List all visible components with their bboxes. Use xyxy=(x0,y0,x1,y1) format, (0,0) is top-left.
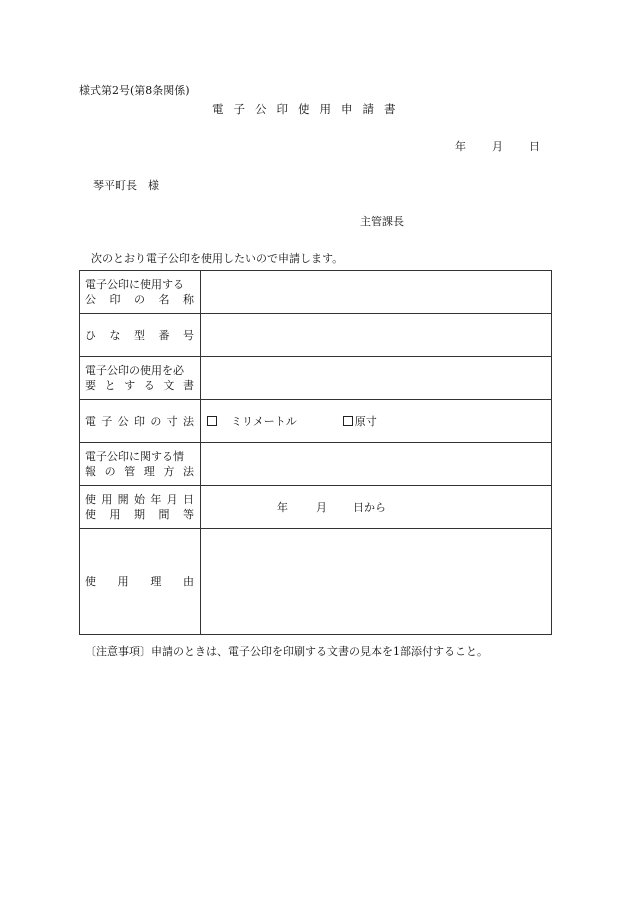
label-char: の xyxy=(104,465,116,478)
option-actual-size-label: 原寸 xyxy=(354,415,377,428)
table-row xyxy=(80,314,552,357)
label-line xyxy=(85,414,200,429)
label-seal-name xyxy=(80,271,201,314)
label-line xyxy=(85,492,200,507)
label-line: 電子公印の使用を必 xyxy=(85,364,184,377)
label-char: 間 xyxy=(158,508,170,521)
checkbox-millimeter[interactable] xyxy=(207,416,219,426)
date-day: 日 xyxy=(529,140,540,153)
label-char: 公 xyxy=(117,414,129,428)
table-row xyxy=(80,400,552,443)
label-char: 開 xyxy=(117,493,129,506)
label-char: 文 xyxy=(163,379,175,392)
label-line xyxy=(85,507,200,522)
label-line xyxy=(85,292,200,307)
label-char: 印 xyxy=(109,293,121,306)
table-row xyxy=(80,271,552,314)
label-char: 年 xyxy=(150,493,162,506)
label-char: ひ xyxy=(85,328,96,342)
input-template-number[interactable] xyxy=(201,314,552,357)
label-char: 公 xyxy=(85,293,96,306)
label-char: と xyxy=(104,379,116,392)
label-line: 電子公印に関する情 xyxy=(85,450,184,463)
label-char: 由 xyxy=(182,575,194,588)
label-char: 号 xyxy=(183,328,194,342)
date-month: 月 xyxy=(492,140,503,153)
form-number: 様式第2号(第8条関係) xyxy=(79,84,190,97)
label-char: 用 xyxy=(109,508,121,521)
label-char: 使 xyxy=(85,575,96,588)
label-char: 使 xyxy=(85,493,96,506)
checkbox-icon[interactable] xyxy=(343,416,353,426)
label-template-number xyxy=(80,314,201,357)
label-char: 名 xyxy=(158,293,170,306)
label-char: 子 xyxy=(101,414,113,428)
label-usage-reason xyxy=(80,529,201,635)
label-char: 電 xyxy=(85,414,96,428)
label-char: 称 xyxy=(183,293,194,306)
label-char: 報 xyxy=(85,465,96,478)
label-char: 印 xyxy=(133,414,145,428)
period-year: 年 xyxy=(277,501,288,514)
checkbox-actual-size[interactable] xyxy=(343,416,355,426)
label-char: 方 xyxy=(163,465,175,478)
document-title: 電子公印使用申請書 xyxy=(212,102,406,116)
label-char: 番 xyxy=(158,328,170,342)
period-from: 日から xyxy=(353,501,386,514)
label-char: 要 xyxy=(85,379,96,392)
label-line xyxy=(85,328,200,343)
label-char: 寸 xyxy=(166,414,178,428)
label-char: 法 xyxy=(182,465,194,478)
label-line xyxy=(85,464,200,479)
label-char: る xyxy=(143,379,155,392)
label-char: 書 xyxy=(182,379,194,392)
label-line xyxy=(85,574,200,589)
option-millimeter-label: ミリメートル xyxy=(231,415,297,428)
note-text: 〔注意事項〕申請のときは、電子公印を印刷する文書の見本を1部添付すること。 xyxy=(85,645,488,658)
input-target-document[interactable] xyxy=(201,357,552,400)
label-char: 等 xyxy=(183,508,194,521)
checkbox-icon[interactable] xyxy=(207,416,217,426)
seal-size-options xyxy=(201,400,552,443)
input-usage-period[interactable] xyxy=(201,486,552,529)
label-line xyxy=(85,378,200,393)
label-char: の xyxy=(134,293,145,306)
date-year: 年 xyxy=(455,140,466,153)
label-char: 用 xyxy=(101,493,113,506)
period-month: 月 xyxy=(316,501,327,514)
application-form-table xyxy=(79,270,552,635)
label-char: 用 xyxy=(117,575,129,588)
label-info-management xyxy=(80,443,201,486)
label-seal-size xyxy=(80,400,201,443)
label-char: 管 xyxy=(124,465,136,478)
section-chief: 主管課長 xyxy=(360,215,404,228)
label-char: 期 xyxy=(134,508,145,521)
input-seal-name[interactable] xyxy=(201,271,552,314)
label-char: す xyxy=(124,379,136,392)
label-char: な xyxy=(109,328,121,342)
table-row xyxy=(80,357,552,400)
label-target-document xyxy=(80,357,201,400)
label-char: 月 xyxy=(166,493,178,506)
table-row xyxy=(80,486,552,529)
label-char: 法 xyxy=(182,414,194,428)
date-line xyxy=(455,138,540,154)
label-line: 電子公印に使用する xyxy=(85,278,184,291)
input-usage-reason[interactable] xyxy=(201,529,552,635)
table-row xyxy=(80,443,552,486)
table-row xyxy=(80,529,552,635)
label-usage-period xyxy=(80,486,201,529)
label-char: 理 xyxy=(143,465,155,478)
label-char: 使 xyxy=(85,508,96,521)
label-char: 始 xyxy=(133,493,145,506)
input-info-management[interactable] xyxy=(201,443,552,486)
addressee: 琴平町長 様 xyxy=(93,179,159,192)
label-char: 型 xyxy=(134,328,145,342)
label-char: 理 xyxy=(150,575,162,588)
label-char: 日 xyxy=(182,493,194,506)
label-char: の xyxy=(150,414,162,428)
intro-text: 次のとおり電子公印を使用したいので申請します。 xyxy=(91,252,344,265)
